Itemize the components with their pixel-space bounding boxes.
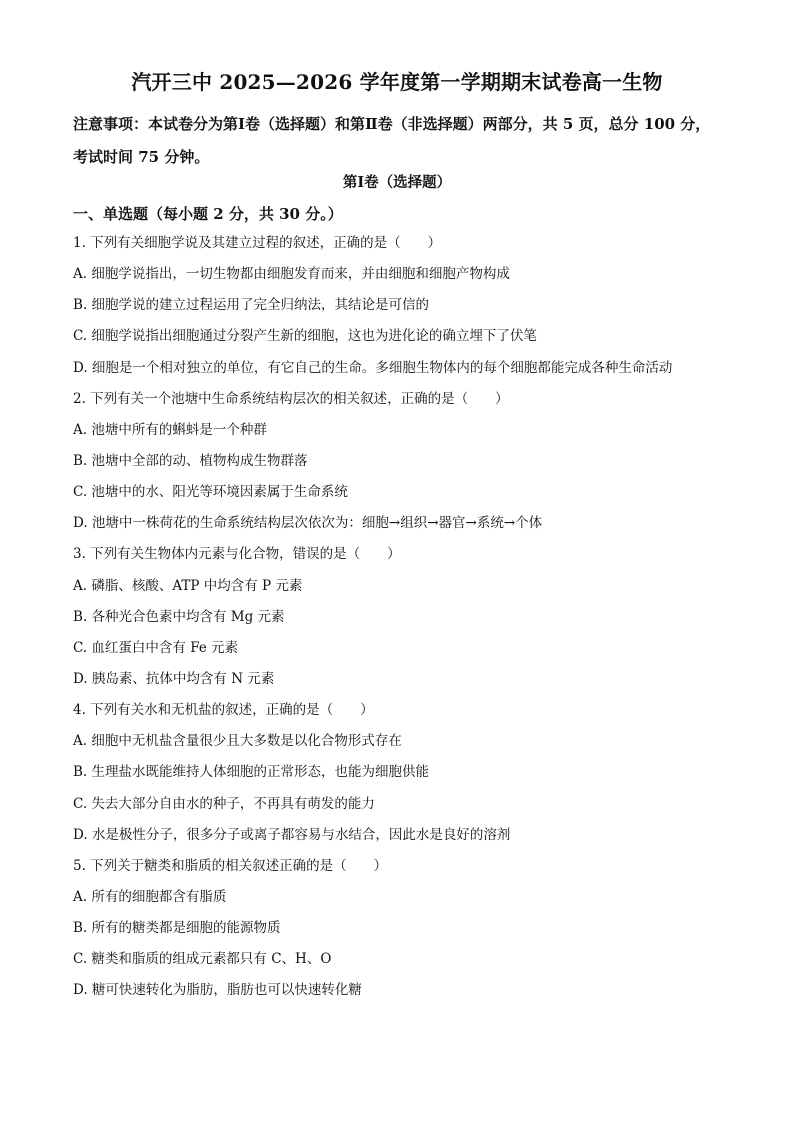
question-4-option-a: A. 细胞中无机盐含量很少且大多数是以化合物形式存在 (73, 733, 402, 750)
question-5-stem: 5. 下列关于糖类和脂质的相关叙述正确的是（ ） (73, 857, 388, 874)
question-2-option-d: D. 池塘中一株荷花的生命系统结构层次依次为：细胞→组织→器官→系统→个体 (73, 515, 543, 532)
question-1-option-a: A. 细胞学说指出，一切生物都由细胞发育而来，并由细胞和细胞产物构成 (73, 266, 510, 283)
question-5-option-d: D. 糖可快速转化为脂肪，脂肪也可以快速转化糖 (73, 982, 362, 999)
question-1-option-b: B. 细胞学说的建立过程运用了完全归纳法，其结论是可信的 (73, 297, 430, 314)
question-1-option-d: D. 细胞是一个相对独立的单位，有它自己的生命。多细胞生物体内的每个细胞都能完成各种生命活动 (73, 359, 673, 376)
question-5-option-b: B. 所有的糖类都是细胞的能源物质 (73, 920, 281, 937)
notice-line-2: 考试时间 75 分钟。 (73, 148, 210, 166)
question-1-stem: 1. 下列有关细胞学说及其建立过程的叙述，正确的是（ ） (73, 235, 442, 251)
question-2-option-c: C. 池塘中的水、阳光等环境因素属于生命系统 (73, 484, 348, 501)
part-heading: 一、单选题（每小题 2 分，共 30 分。） (73, 205, 343, 223)
notice-block (73, 108, 733, 174)
question-3-option-a: A. 磷脂、核酸、ATP 中均含有 P 元素 (73, 577, 303, 594)
question-2-option-b: B. 池塘中全部的动、植物构成生物群落 (73, 452, 308, 469)
notice-line-1: 注意事项：本试卷分为第Ⅰ卷（选择题）和第Ⅱ卷（非选择题）两部分，共 5 页，总分 100 分， (73, 115, 711, 133)
section-title: 第Ⅰ卷（选择题） (342, 174, 452, 191)
question-5-option-c: C. 糖类和脂质的组成元素都只有 C、H、O (73, 951, 332, 968)
exam-title: 汽开三中 2025—2026 学年度第一学期期末试卷高一生物 (131, 70, 663, 94)
question-3-option-b: B. 各种光合色素中均含有 Mg 元素 (73, 608, 285, 625)
question-3-option-d: D. 胰岛素、抗体中均含有 N 元素 (73, 670, 275, 687)
question-4-option-c: C. 失去大部分自由水的种子，不再具有萌发的能力 (73, 795, 375, 812)
question-3-stem: 3. 下列有关生物体内元素与化合物，错误的是（ ） (73, 546, 401, 563)
question-2-stem: 2. 下列有关一个池塘中生命系统结构层次的相关叙述，正确的是（ ） (73, 390, 509, 407)
question-4-option-d: D. 水是极性分子，很多分子或离子都容易与水结合，因此水是良好的溶剂 (73, 826, 511, 843)
question-2-option-a: A. 池塘中所有的蝌蚪是一个种群 (73, 421, 267, 438)
question-list (73, 232, 733, 1011)
question-4-option-b: B. 生理盐水既能维持人体细胞的正常形态，也能为细胞供能 (73, 764, 430, 781)
question-4-stem: 4. 下列有关水和无机盐的叙述，正确的是（ ） (73, 702, 374, 719)
question-1-option-c: C. 细胞学说指出细胞通过分裂产生新的细胞，这也为进化论的确立埋下了伏笔 (73, 328, 537, 345)
question-5-option-a: A. 所有的细胞都含有脂质 (73, 888, 227, 905)
question-3-option-c: C. 血红蛋白中含有 Fe 元素 (73, 639, 239, 656)
